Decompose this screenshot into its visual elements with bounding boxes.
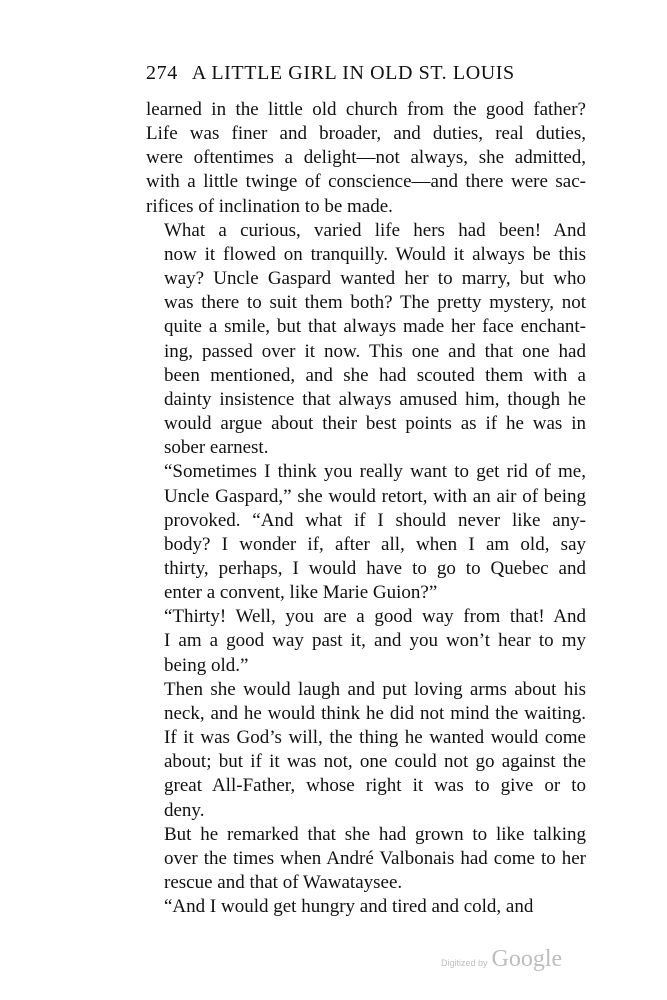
running-title: A LITTLE GIRL IN OLD ST. LOUIS: [191, 62, 515, 84]
text-line: I am a good way past it, and you won’t hear to my: [164, 630, 586, 652]
text-line: “Sometimes I think you really want to get rid of me,: [164, 461, 586, 483]
paragraph: [146, 605, 586, 677]
text-line: learned in the little old church from the good father?: [146, 99, 586, 120]
digitized-watermark: [441, 946, 562, 973]
text-line: with a little twinge of conscience—and there were sac-: [146, 171, 586, 193]
paragraph: [146, 895, 586, 919]
text-line: over the times when André Valbonais had come to her: [164, 847, 586, 869]
page-number: 274: [146, 62, 178, 84]
paragraph: [146, 678, 586, 823]
text-line: enter a convent, like Marie Guion?”: [164, 582, 438, 604]
text-line: was there to suit them both? The pretty mystery, not: [164, 292, 586, 314]
text-line: ing, passed over it now. This one and that one had: [164, 340, 586, 362]
text-line: If it was God’s will, the thing he wanted would come: [164, 727, 586, 749]
text-line: “Thirty! Well, you are a good way from that! And: [164, 606, 586, 628]
paragraph: [146, 98, 586, 219]
text-line: rifices of inclination to be made.: [146, 195, 393, 217]
text-line: been mentioned, and she had scouted them with a: [164, 364, 586, 386]
paragraph: [146, 219, 586, 461]
text-line: sober earnest.: [164, 437, 269, 459]
text-line: way? Uncle Gaspard wanted her to marry, but who: [164, 268, 586, 290]
watermark-prefix: Digitized by: [441, 958, 488, 968]
text-line: were oftentimes a delight—not always, she admitted,: [146, 147, 586, 169]
text-line: “And I would get hungry and tired and cold, and: [164, 896, 534, 918]
paragraph: [146, 823, 586, 895]
text-line: rescue and that of Wawataysee.: [164, 872, 403, 893]
text-line: deny.: [164, 799, 205, 821]
text-line: neck, and he would think he did not mind the waiting.: [164, 702, 586, 724]
text-line: Life was finer and broader, and duties, real duties,: [146, 123, 586, 145]
text-line: now it flowed on tranquilly. Would it always be this: [164, 243, 586, 265]
text-line: being old.”: [164, 654, 249, 676]
google-logo: Google: [491, 946, 563, 972]
paragraph: [146, 460, 586, 605]
text-line: But he remarked that she had grown to like talking: [164, 823, 586, 845]
text-line: quite a smile, but that always made her face enchant-: [164, 316, 586, 338]
text-line: thirty, perhaps, I would have to go to Quebec and: [164, 557, 586, 579]
text-line: dainty insistence that always amused him, though he: [164, 388, 586, 410]
text-line: What a curious, varied life hers had been! And: [164, 219, 586, 241]
text-line: Uncle Gaspard,” she would retort, with an air of being: [164, 485, 586, 507]
text-line: would argue about their best points as if he was in: [164, 413, 586, 435]
running-header: [146, 62, 586, 85]
text-line: provoked. “And what if I should never like any-: [164, 509, 586, 531]
text-line: body? I wonder if, after all, when I am old, say: [164, 533, 586, 555]
body-text: [146, 98, 586, 919]
text-line: about; but if it was not, one could not go against the: [164, 751, 586, 773]
text-line: great All-Father, whose right it was to give or to: [164, 775, 586, 797]
text-line: Then she would laugh and put loving arms about his: [164, 678, 586, 700]
